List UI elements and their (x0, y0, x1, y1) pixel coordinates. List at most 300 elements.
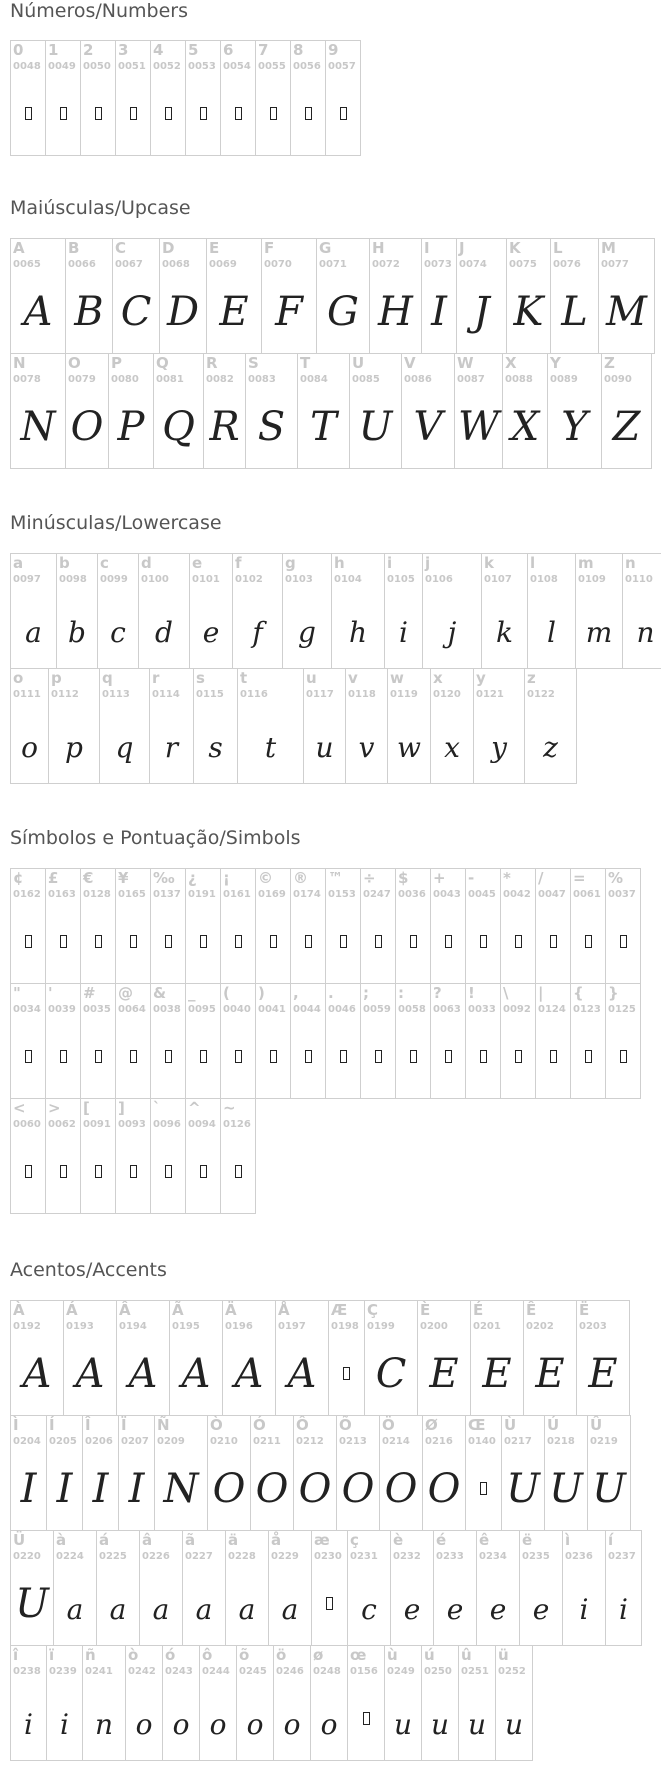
glyph-code-label: 0038 (153, 1004, 181, 1015)
glyph-cell (10, 553, 57, 669)
glyph-code-label: 0232 (393, 1551, 421, 1562)
glyph-cell (10, 40, 46, 156)
glyph-row (10, 668, 661, 784)
glyph-row (10, 238, 654, 354)
glyph-char-label: à (56, 1531, 67, 1549)
missing-glyph-box-icon (200, 107, 207, 120)
glyph-char-label: 4 (153, 41, 164, 59)
glyph-cell (189, 553, 233, 669)
glyph-sample: i (24, 1708, 33, 1741)
glyph-sample: A (287, 1351, 317, 1397)
glyph-sample: G (327, 289, 359, 335)
missing-glyph-box-icon (81, 933, 115, 953)
missing-glyph-box-icon (221, 1163, 255, 1183)
glyph-code-label: 0060 (13, 1119, 41, 1130)
missing-glyph-box-icon (151, 1048, 185, 1068)
glyph-grid (10, 40, 360, 155)
missing-glyph-box-icon (340, 107, 347, 120)
glyph-sample: O (298, 1466, 332, 1512)
glyph-char-label: 0 (13, 41, 24, 59)
section-heading-simbols: Símbolos e Pontuação/Simbols (10, 827, 301, 849)
glyph-sample: I (431, 289, 447, 335)
glyph-sample: o (209, 1708, 227, 1741)
glyph-char-label: } (608, 984, 619, 1002)
glyph-cell (395, 868, 431, 984)
glyph-code-label: 0153 (328, 889, 356, 900)
glyph-char-label: # (83, 984, 96, 1002)
section-heading-lowercase: Minúsculas/Lowercase (10, 512, 222, 534)
glyph-char-label: ] (118, 1099, 125, 1117)
missing-glyph-box-icon (348, 1710, 384, 1730)
glyph-code-label: 0200 (420, 1321, 448, 1332)
glyph-sample: u (315, 731, 334, 764)
glyph-cell (506, 238, 551, 354)
glyph-code-label: 0036 (398, 889, 426, 900)
missing-glyph-box-icon (46, 1048, 80, 1068)
glyph-cell (433, 1530, 477, 1646)
glyph-row (10, 1645, 641, 1761)
glyph-char-label: Ã (172, 1301, 184, 1319)
glyph-sample: U (506, 1466, 540, 1512)
glyph-cell (237, 668, 304, 784)
glyph-char-label: â (142, 1531, 153, 1549)
glyph-code-label: 0120 (433, 689, 461, 700)
glyph-char-label: q (102, 669, 113, 687)
glyph-code-label: 0051 (118, 61, 146, 72)
glyph-cell (203, 353, 246, 469)
missing-glyph-box-icon (585, 1050, 592, 1063)
glyph-code-label: 0244 (202, 1666, 230, 1677)
missing-glyph-box-icon (536, 933, 570, 953)
glyph-code-label: 0230 (314, 1551, 342, 1562)
glyph-sample: u (504, 1708, 524, 1741)
glyph-grid (10, 868, 640, 1213)
glyph-cell (97, 553, 139, 669)
glyph-cell (290, 868, 326, 984)
glyph-sample: N (20, 404, 56, 450)
glyph-code-label: 0113 (102, 689, 130, 700)
glyph-code-label: 0163 (48, 889, 76, 900)
glyph-cell (476, 1530, 520, 1646)
glyph-sample: o (283, 1708, 301, 1741)
glyph-char-label: Õ (339, 1416, 352, 1434)
glyph-char-label: Æ (331, 1301, 348, 1319)
glyph-cell (63, 1300, 117, 1416)
glyph-code-label: 0169 (258, 889, 286, 900)
glyph-char-label: \ (503, 984, 509, 1002)
glyph-char-label: n (625, 554, 636, 572)
glyph-code-label: 0198 (331, 1321, 359, 1332)
glyph-sample: C (120, 289, 152, 335)
glyph-char-label: I (424, 239, 430, 257)
glyph-code-label: 0048 (13, 61, 41, 72)
glyph-char-label: R (206, 354, 218, 372)
glyph-cell (275, 1300, 329, 1416)
glyph-sample: I (92, 1466, 109, 1512)
glyph-cell (544, 1415, 588, 1531)
glyph-char-label: [ (83, 1099, 90, 1117)
glyph-cell (575, 553, 623, 669)
glyph-char-label: s (196, 669, 205, 687)
glyph-char-label: á (99, 1531, 110, 1549)
glyph-code-label: 0229 (271, 1551, 299, 1562)
glyph-sample: n (636, 616, 655, 649)
section-heading-numbers: Números/Numbers (10, 0, 188, 22)
glyph-code-label: 0063 (433, 1004, 461, 1015)
glyph-code-label: 0058 (398, 1004, 426, 1015)
glyph-sample: l (547, 616, 556, 649)
glyph-code-label: 0234 (479, 1551, 507, 1562)
glyph-code-label: 0089 (550, 374, 578, 385)
glyph-char-label: Ó (253, 1416, 266, 1434)
glyph-code-label: 0217 (504, 1436, 532, 1447)
glyph-code-label: 0116 (240, 689, 268, 700)
glyph-char-label: £ (48, 869, 59, 887)
glyph-char-label: ÷ (363, 869, 376, 887)
glyph-char-label: È (420, 1301, 431, 1319)
glyph-char-label: ù (387, 1646, 398, 1664)
glyph-char-label: ) (258, 984, 265, 1002)
glyph-sample: E (535, 1351, 565, 1397)
glyph-code-label: 0096 (153, 1119, 181, 1130)
glyph-code-label: 0092 (503, 1004, 531, 1015)
glyph-cell (193, 668, 238, 784)
glyph-cell (331, 553, 385, 669)
missing-glyph-box-icon (130, 1050, 137, 1063)
glyph-char-label: Ä (225, 1301, 237, 1319)
glyph-cell (45, 868, 81, 984)
glyph-char-label: K (509, 239, 521, 257)
glyph-code-label: 0107 (484, 574, 512, 585)
glyph-char-label: M (601, 239, 616, 257)
glyph-sample: a (109, 1593, 127, 1626)
glyph-sample: e (489, 1593, 507, 1626)
glyph-code-label: 0045 (468, 889, 496, 900)
glyph-char-label: œ (350, 1646, 367, 1664)
glyph-char-label: ? (433, 984, 442, 1002)
missing-glyph-box-icon (312, 1595, 347, 1615)
glyph-cell (139, 1530, 183, 1646)
glyph-char-label: b (59, 554, 70, 572)
missing-glyph-box-icon (270, 935, 277, 948)
glyph-code-label: 0035 (83, 1004, 111, 1015)
glyph-sample: J (473, 289, 490, 335)
glyph-char-label: , (293, 984, 299, 1002)
glyph-code-label: 0126 (223, 1119, 251, 1130)
missing-glyph-box-icon (270, 1050, 277, 1063)
missing-glyph-box-icon (270, 107, 277, 120)
glyph-cell (417, 1300, 471, 1416)
glyph-code-label: 0102 (235, 574, 263, 585)
glyph-code-label: 0100 (141, 574, 169, 585)
missing-glyph-box-icon (151, 933, 185, 953)
glyph-char-label: F (264, 239, 275, 257)
glyph-cell (150, 1098, 186, 1214)
glyph-sample: t (264, 731, 277, 764)
glyph-sample: c (110, 616, 126, 649)
glyph-code-label: 0249 (387, 1666, 415, 1677)
glyph-cell (108, 353, 154, 469)
glyph-char-label: @ (118, 984, 133, 1002)
glyph-sample: O (384, 1466, 418, 1512)
glyph-char-label: = (573, 869, 586, 887)
glyph-cell (45, 1098, 81, 1214)
missing-glyph-box-icon (130, 935, 137, 948)
glyph-cell (10, 983, 46, 1099)
glyph-code-label: 0114 (152, 689, 180, 700)
glyph-row (10, 353, 654, 469)
glyph-code-label: 0037 (608, 889, 636, 900)
glyph-char-label: Ê (526, 1301, 537, 1319)
missing-glyph-box-icon (291, 105, 325, 125)
glyph-code-label: 0052 (153, 61, 181, 72)
glyph-cell (458, 1645, 496, 1761)
glyph-cell (207, 1415, 251, 1531)
glyph-sample: e (403, 1593, 421, 1626)
glyph-code-label: 0053 (188, 61, 216, 72)
glyph-code-label: 0104 (334, 574, 362, 585)
glyph-char-label: L (553, 239, 563, 257)
glyph-code-label: 0109 (578, 574, 606, 585)
glyph-code-label: 0209 (157, 1436, 185, 1447)
glyph-code-label: 0084 (300, 374, 328, 385)
glyph-code-label: 0220 (13, 1551, 41, 1562)
glyph-cell (10, 353, 66, 469)
missing-glyph-box-icon (25, 107, 32, 120)
glyph-cell (149, 668, 194, 784)
glyph-cell (10, 1530, 54, 1646)
glyph-code-label: 0252 (498, 1666, 526, 1677)
glyph-code-label: 0111 (13, 689, 41, 700)
glyph-code-label: 0106 (425, 574, 453, 585)
glyph-cell (115, 40, 151, 156)
glyph-grid (10, 238, 654, 468)
glyph-sample: a (152, 1593, 170, 1626)
glyph-sample: e (202, 616, 220, 649)
missing-glyph-box-icon (11, 1048, 45, 1068)
glyph-char-label: * (503, 869, 511, 887)
glyph-cell (150, 40, 186, 156)
missing-glyph-box-icon (46, 1163, 80, 1183)
glyph-char-label: / (538, 869, 544, 887)
glyph-code-label: 0039 (48, 1004, 76, 1015)
glyph-code-label: 0062 (48, 1119, 76, 1130)
glyph-code-label: 0193 (66, 1321, 94, 1332)
glyph-sample: T (310, 404, 337, 450)
glyph-cell (182, 1530, 226, 1646)
glyph-code-label: 0247 (363, 889, 391, 900)
glyph-cell (48, 668, 100, 784)
glyph-code-label: 0074 (459, 259, 487, 270)
missing-glyph-box-icon (151, 1163, 185, 1183)
glyph-cell (547, 353, 602, 469)
glyph-code-label: 0033 (468, 1004, 496, 1015)
missing-glyph-box-icon (165, 1050, 172, 1063)
glyph-cell (387, 668, 431, 784)
glyph-sample: O (255, 1466, 289, 1512)
glyph-char-label: Ø (425, 1416, 438, 1434)
glyph-cell (587, 1415, 631, 1531)
glyph-cell (80, 983, 116, 1099)
glyph-char-label: H (372, 239, 385, 257)
glyph-code-label: 0192 (13, 1321, 41, 1332)
glyph-cell (116, 1300, 170, 1416)
missing-glyph-box-icon (305, 1050, 312, 1063)
glyph-cell (46, 1645, 83, 1761)
glyph-sample: a (195, 1593, 213, 1626)
glyph-code-label: 0128 (83, 889, 111, 900)
missing-glyph-box-icon (46, 933, 80, 953)
glyph-cell (154, 1415, 208, 1531)
glyph-code-label: 0057 (328, 61, 356, 72)
glyph-code-label: 0056 (293, 61, 321, 72)
glyph-sample: I (56, 1466, 73, 1512)
glyph-char-label: ú (424, 1646, 435, 1664)
glyph-sample: s (208, 731, 223, 764)
glyph-sample: R (209, 404, 240, 450)
glyph-cell (360, 983, 396, 1099)
glyph-char-label: S (248, 354, 259, 372)
glyph-sample: q (115, 731, 134, 764)
glyph-sample: d (155, 616, 173, 649)
glyph-char-label: ø (313, 1646, 324, 1664)
glyph-cell (65, 353, 109, 469)
glyph-cell (138, 553, 190, 669)
glyph-char-label: % (608, 869, 624, 887)
glyph-code-label: 0226 (142, 1551, 170, 1562)
missing-glyph-box-icon (466, 933, 500, 953)
glyph-code-label: 0093 (118, 1119, 146, 1130)
missing-glyph-box-icon (130, 1165, 137, 1178)
missing-glyph-box-icon (466, 1480, 501, 1500)
glyph-cell (325, 868, 361, 984)
glyph-sample: A (75, 1351, 105, 1397)
glyph-char-label: N (13, 354, 26, 372)
glyph-code-label: 0201 (473, 1321, 501, 1332)
glyph-char-label: o (13, 669, 24, 687)
glyph-cell (310, 1645, 348, 1761)
glyph-char-label: € (83, 869, 94, 887)
glyph-code-label: 0112 (51, 689, 79, 700)
glyph-char-label: ^ (188, 1099, 201, 1117)
missing-glyph-box-icon (515, 935, 522, 948)
glyph-char-label: Å (278, 1301, 290, 1319)
glyph-code-label: 0199 (367, 1321, 395, 1332)
missing-glyph-box-icon (361, 1048, 395, 1068)
glyph-cell (222, 1300, 276, 1416)
missing-glyph-box-icon (186, 933, 220, 953)
glyph-sample: n (94, 1708, 114, 1741)
glyph-char-label: ò (128, 1646, 139, 1664)
glyph-char-label: Á (66, 1301, 78, 1319)
glyph-code-label: 0241 (85, 1666, 113, 1677)
glyph-cell (255, 983, 291, 1099)
glyph-code-label: 0098 (59, 574, 87, 585)
glyph-code-label: 0224 (56, 1551, 84, 1562)
glyph-code-label: 0137 (153, 889, 181, 900)
glyph-cell (45, 40, 81, 156)
glyph-sample: U (358, 404, 393, 450)
missing-glyph-box-icon (445, 1050, 452, 1063)
glyph-grid (10, 1300, 641, 1760)
glyph-sample: N (163, 1466, 199, 1512)
missing-glyph-box-icon (305, 935, 312, 948)
missing-glyph-box-icon (95, 1165, 102, 1178)
glyph-cell (185, 868, 221, 984)
glyph-char-label: Ë (579, 1301, 590, 1319)
glyph-code-label: 0072 (372, 259, 400, 270)
glyph-char-label: T (300, 354, 311, 372)
glyph-cell (345, 668, 388, 784)
glyph-char-label: ü (498, 1646, 509, 1664)
glyph-sample: b (68, 616, 86, 649)
missing-glyph-box-icon (480, 935, 487, 948)
missing-glyph-box-icon (116, 105, 150, 125)
missing-glyph-box-icon (396, 1048, 430, 1068)
glyph-code-label: 0122 (527, 689, 555, 700)
glyph-sample: U (15, 1581, 49, 1627)
glyph-char-label: í (608, 1531, 614, 1549)
glyph-cell (65, 238, 113, 354)
glyph-sample: p (65, 731, 83, 764)
missing-glyph-box-icon (550, 935, 557, 948)
glyph-code-label: 0211 (253, 1436, 281, 1447)
glyph-cell (261, 238, 317, 354)
glyph-char-label: Y (550, 354, 561, 372)
glyph-cell (282, 553, 332, 669)
missing-glyph-box-icon (256, 1048, 290, 1068)
glyph-sample: o (135, 1708, 153, 1741)
glyph-cell (430, 983, 466, 1099)
glyph-row (10, 1300, 641, 1416)
glyph-cell (605, 1530, 642, 1646)
glyph-cell (115, 868, 151, 984)
glyph-sample: C (375, 1351, 407, 1397)
missing-glyph-box-icon (186, 1048, 220, 1068)
glyph-code-label: 0085 (352, 374, 380, 385)
glyph-cell (10, 1645, 47, 1761)
glyph-sample: i (579, 1593, 589, 1626)
missing-glyph-box-icon (235, 935, 242, 948)
glyph-char-label: ( (223, 984, 230, 1002)
glyph-cell (162, 1645, 200, 1761)
missing-glyph-box-icon (606, 1048, 640, 1068)
glyph-code-label: 0227 (185, 1551, 213, 1562)
glyph-cell (535, 983, 571, 1099)
missing-glyph-box-icon (11, 933, 45, 953)
glyph-cell (10, 1098, 46, 1214)
glyph-cell (401, 353, 455, 469)
glyph-code-label: 0156 (350, 1666, 378, 1677)
glyph-cell (232, 553, 283, 669)
glyph-code-label: 0070 (264, 259, 292, 270)
glyph-code-label: 0125 (608, 1004, 636, 1015)
glyph-sample: g (298, 616, 316, 649)
glyph-sample: S (257, 404, 286, 450)
missing-glyph-box-icon (46, 105, 80, 125)
glyph-sample: Y (561, 404, 588, 450)
missing-glyph-box-icon (620, 1050, 627, 1063)
glyph-char-label: h (334, 554, 345, 572)
missing-glyph-box-icon (363, 1712, 370, 1725)
glyph-code-label: 0195 (172, 1321, 200, 1332)
glyph-sample: k (496, 616, 513, 649)
glyph-cell (473, 668, 525, 784)
glyph-char-label: ã (185, 1531, 196, 1549)
glyph-char-label: Î (85, 1416, 91, 1434)
missing-glyph-box-icon (221, 105, 255, 125)
glyph-char-label: ç (350, 1531, 359, 1549)
